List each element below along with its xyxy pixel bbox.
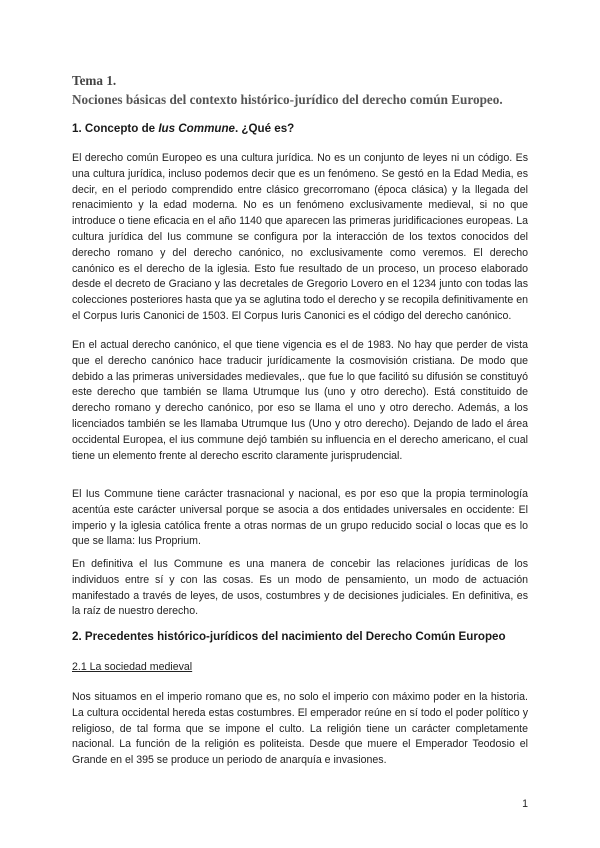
- section-1-heading-suffix: . ¿Qué es?: [234, 122, 295, 135]
- section-1-heading: [72, 121, 528, 136]
- chapter-title: Nociones básicas del contexto histórico-jurídico del derecho común Europeo.: [72, 92, 503, 107]
- section-2-heading: 2. Precedentes histórico-jurídicos del nacimiento del Derecho Común Europeo: [72, 630, 506, 643]
- chapter-number: Tema 1.: [72, 73, 117, 88]
- paragraph-2: En el actual derecho canónico, el que tiene vigencia es el de 1983. No hay que perder de vista que el derecho canónico hace traducir jurídicamente la cosmovisión cristiana. De modo que debido a las primeras universidades medievales,. que fue lo que facilitó su difusión se constituyó este derecho que también se llama Utrumque Ius (uno y otro derecho). Está constituido de derecho romano y derecho canónico, por eso se llama el uno y otro derecho. Además, a los licenciados también se les llamaba Utrumque Ius (Uno y otro derecho). Dejando de lado el área occidental Europea, el ius commune dejó también su influencia en el derecho americano, el cual tiene un elemento frente al derecho escrito claramente jurisprudencial.: [72, 339, 528, 462]
- paragraph-4: En definitiva el Ius Commune es una manera de concebir las relaciones jurídicas de los individuos entre sí y con las cosas. Es un modo de pensamiento, un modo de actuación manifestado a través de leyes, de usos, costumbres y de decisiones judiciales. En definitiva, es la raíz de nuestro derecho.: [72, 558, 528, 618]
- page-number: 1: [522, 798, 528, 810]
- paragraph-3: El Ius Commune tiene carácter trasnacional y nacional, es por eso que la propia terminología acentúa este carácter universal porque se asocia a dos entidades universales en occidente: El imperio y la iglesia católica frente a otras normas de un grupo reducido social o locas que es lo que se llama: Ius Proprium.: [72, 488, 528, 548]
- paragraph-1: El derecho común Europeo es una cultura jurídica. No es un conjunto de leyes ni un código. Es una cultura jurídica, incluso podemos decir que es un fenómeno. Se gestó en la Edad Media, es decir, en el periodo comprendido entre clásico grecorromano (época clásica) y la llegada del renacimiento y la edad moderna. No es un fenómeno exclusivamente medieval, si no que introduce o tiene eficacia en el año 1140 que aparecen las primeras juridificaciones europeas. La cultura jurídica del Ius commune se configura por la interacción de los textos conocidos del derecho romano y del derecho canónico, no exclusivamente como veremos. El derecho canónico es el derecho de la iglesia. Esto fue resultado de un proceso, un proceso elaborado desde el decreto de Graciano y las decretales de Gregorio Lovero en el 1234 junto con todas las colecciones posteriores hasta que ya se aglutina todo el derecho y se recopila definitivamente en el Corpus Iuris Canonici de 1503. El Corpus Iuris Canonici es el código del derecho canónico.: [72, 152, 528, 322]
- section-1-heading-prefix: 1. Concepto de: [72, 122, 159, 135]
- paragraph-5: Nos situamos en el imperio romano que es, no solo el imperio con máximo poder en la historia. La cultura occidental hereda estas costumbres. El emperador reúne en sí todo el poder político y religioso, de tal forma que se impone el culto. La religión tiene un carácter completamente nacional. La función de la religión es politeista. Desde que muere el Emperador Teodosio el Grande en el 395 se produce un periodo de anarquía e invasiones.: [72, 691, 528, 767]
- section-2-1-subheading: 2.1 La sociedad medieval: [72, 661, 193, 673]
- chapter-header: [72, 73, 528, 108]
- section-1-heading-term: Ius Commune: [158, 122, 235, 135]
